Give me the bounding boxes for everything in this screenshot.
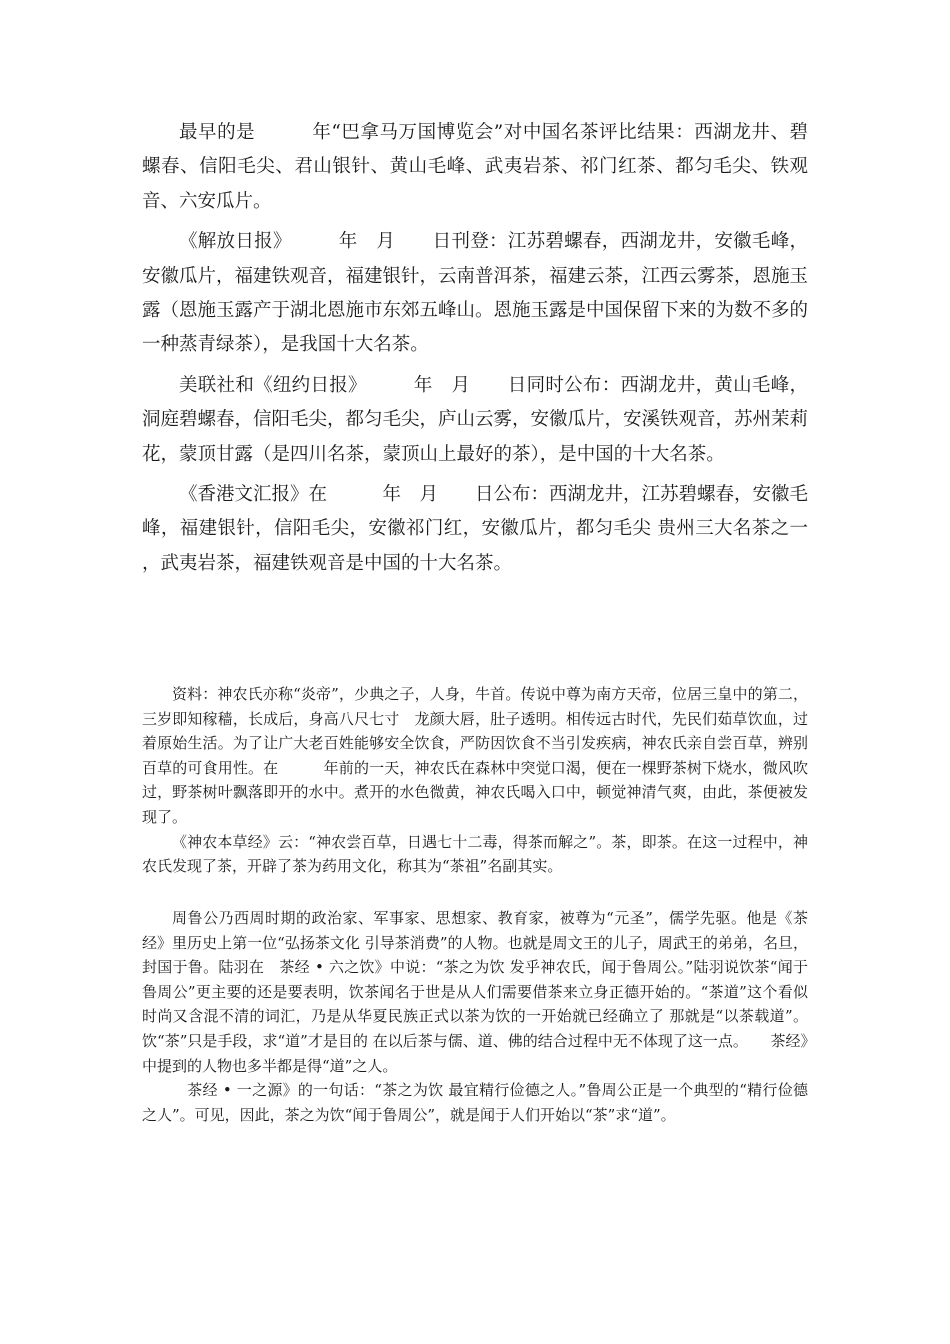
zhougong-section	[142, 906, 808, 1127]
paragraph-ap-newyork-daily: 美联社和《纽约日报》 年 月 日同时公布：西湖龙井，黄山毛峰，洞庭碧螺春，信阳毛尖，都匀毛尖，庐山云雾，安徽瓜片，安溪铁观音，苏州茉莉花，蒙顶甘露（是四川名茶，蒙顶山上最好的茶），是中国的十大名茶。	[142, 374, 809, 465]
paragraph-zhougong-tea-culture: 周鲁公乃西周时期的政治家、军事家、思想家、教育家，被尊为“元圣”，儒学先驱。他是《茶经》里历史上第一位“弘扬茶文化 引导茶消费”的人物。也就是周文王的儿子，周武王的弟弟，名旦，封国于鲁。陆羽在 茶经 • 六之饮》中说：“茶之为饮 发乎神农氏，闻于鲁周公。”陆羽说饮茶“闻于鲁周公”更主要的还是要表明，饮茶闻名于世是从人们需要借茶来立身正德开始的。“茶道”这个看似时尚又含混不清的词汇，乃是从华夏民族正式以茶为饮的一开始就已经确立了 那就是“以茶载道”。饮“茶”只是手段，求“道”才是目的 在以后茶与儒、道、佛的结合过程中无不体现了这一点。 茶经》中提到的人物也多半都是得“道”之人。	[142, 909, 808, 1075]
shennong-section	[142, 682, 808, 879]
paragraph-shennong-legend: 资料：神农氏亦称“炎帝”，少典之子，人身，牛首。传说中尊为南方天帝，位居三皇中的第二，三岁即知稼穑，长成后，身高八尺七寸 龙颜大唇，肚子透明。相传远古时代，先民们茹草饮血，过着原始生活。为了让广大老百姓能够安全饮食，严防因饮食不当引发疾病，神农氏亲自尝百草，辨别百草的可食用性。在 年前的一天，神农氏在森林中突觉口渴，便在一棵野茶树下烧水，微风吹过，野茶树叶飘落即开的水中。煮开的水色微黄，神农氏喝入口中，顿觉神清气爽，由此，茶便被发现了。	[142, 685, 808, 826]
paragraph-jiefang-daily: 《解放日报》 年 月 日刊登：江苏碧螺春，西湖龙井，安徽毛峰，安徽瓜片，福建铁观音，福建银针，云南普洱茶，福建云茶，江西云雾茶，恩施玉露（恩施玉露产于湖北恩施市东郊五峰山。恩施玉露是中国保留下来的为数不多的一种蒸青绿茶），是我国十大名茶。	[142, 231, 809, 356]
paragraph-shennong-bencaojing: 《神农本草经》云：“神农尝百草，日遇七十二毒，得茶而解之”。茶，即茶。在这一过程中，神农氏发现了茶，开辟了茶为药用文化，称其为“茶祖”名副其实。	[142, 832, 808, 876]
famous-teas-section	[142, 116, 808, 587]
paragraph-panama-expo: 最早的是 年“巴拿马万国博览会”对中国名茶评比结果：西湖龙井、碧螺春、信阳毛尖、君山银针、黄山毛峰、武夷岩茶、祁门红茶、都匀毛尖、铁观音、六安瓜片。	[142, 122, 808, 212]
paragraph-chajing-source: 茶经 • 一之源》的一句话：“茶之为饮 最宜精行俭德之人。”鲁周公正是一个典型的“精行俭德之人”。可见，因此，茶之为饮“闻于鲁周公”，就是闻于人们开始以“茶”求“道”。	[142, 1081, 808, 1124]
paragraph-hongkong-wenhui: 《香港文汇报》在 年 月 日公布：西湖龙井，江苏碧螺春，安徽毛峰，福建银针，信阳毛尖，安徽祁门红，安徽瓜片，都匀毛尖 贵州三大名茶之一 ，武夷岩茶，福建铁观音是中国的十大名茶。	[142, 484, 809, 574]
